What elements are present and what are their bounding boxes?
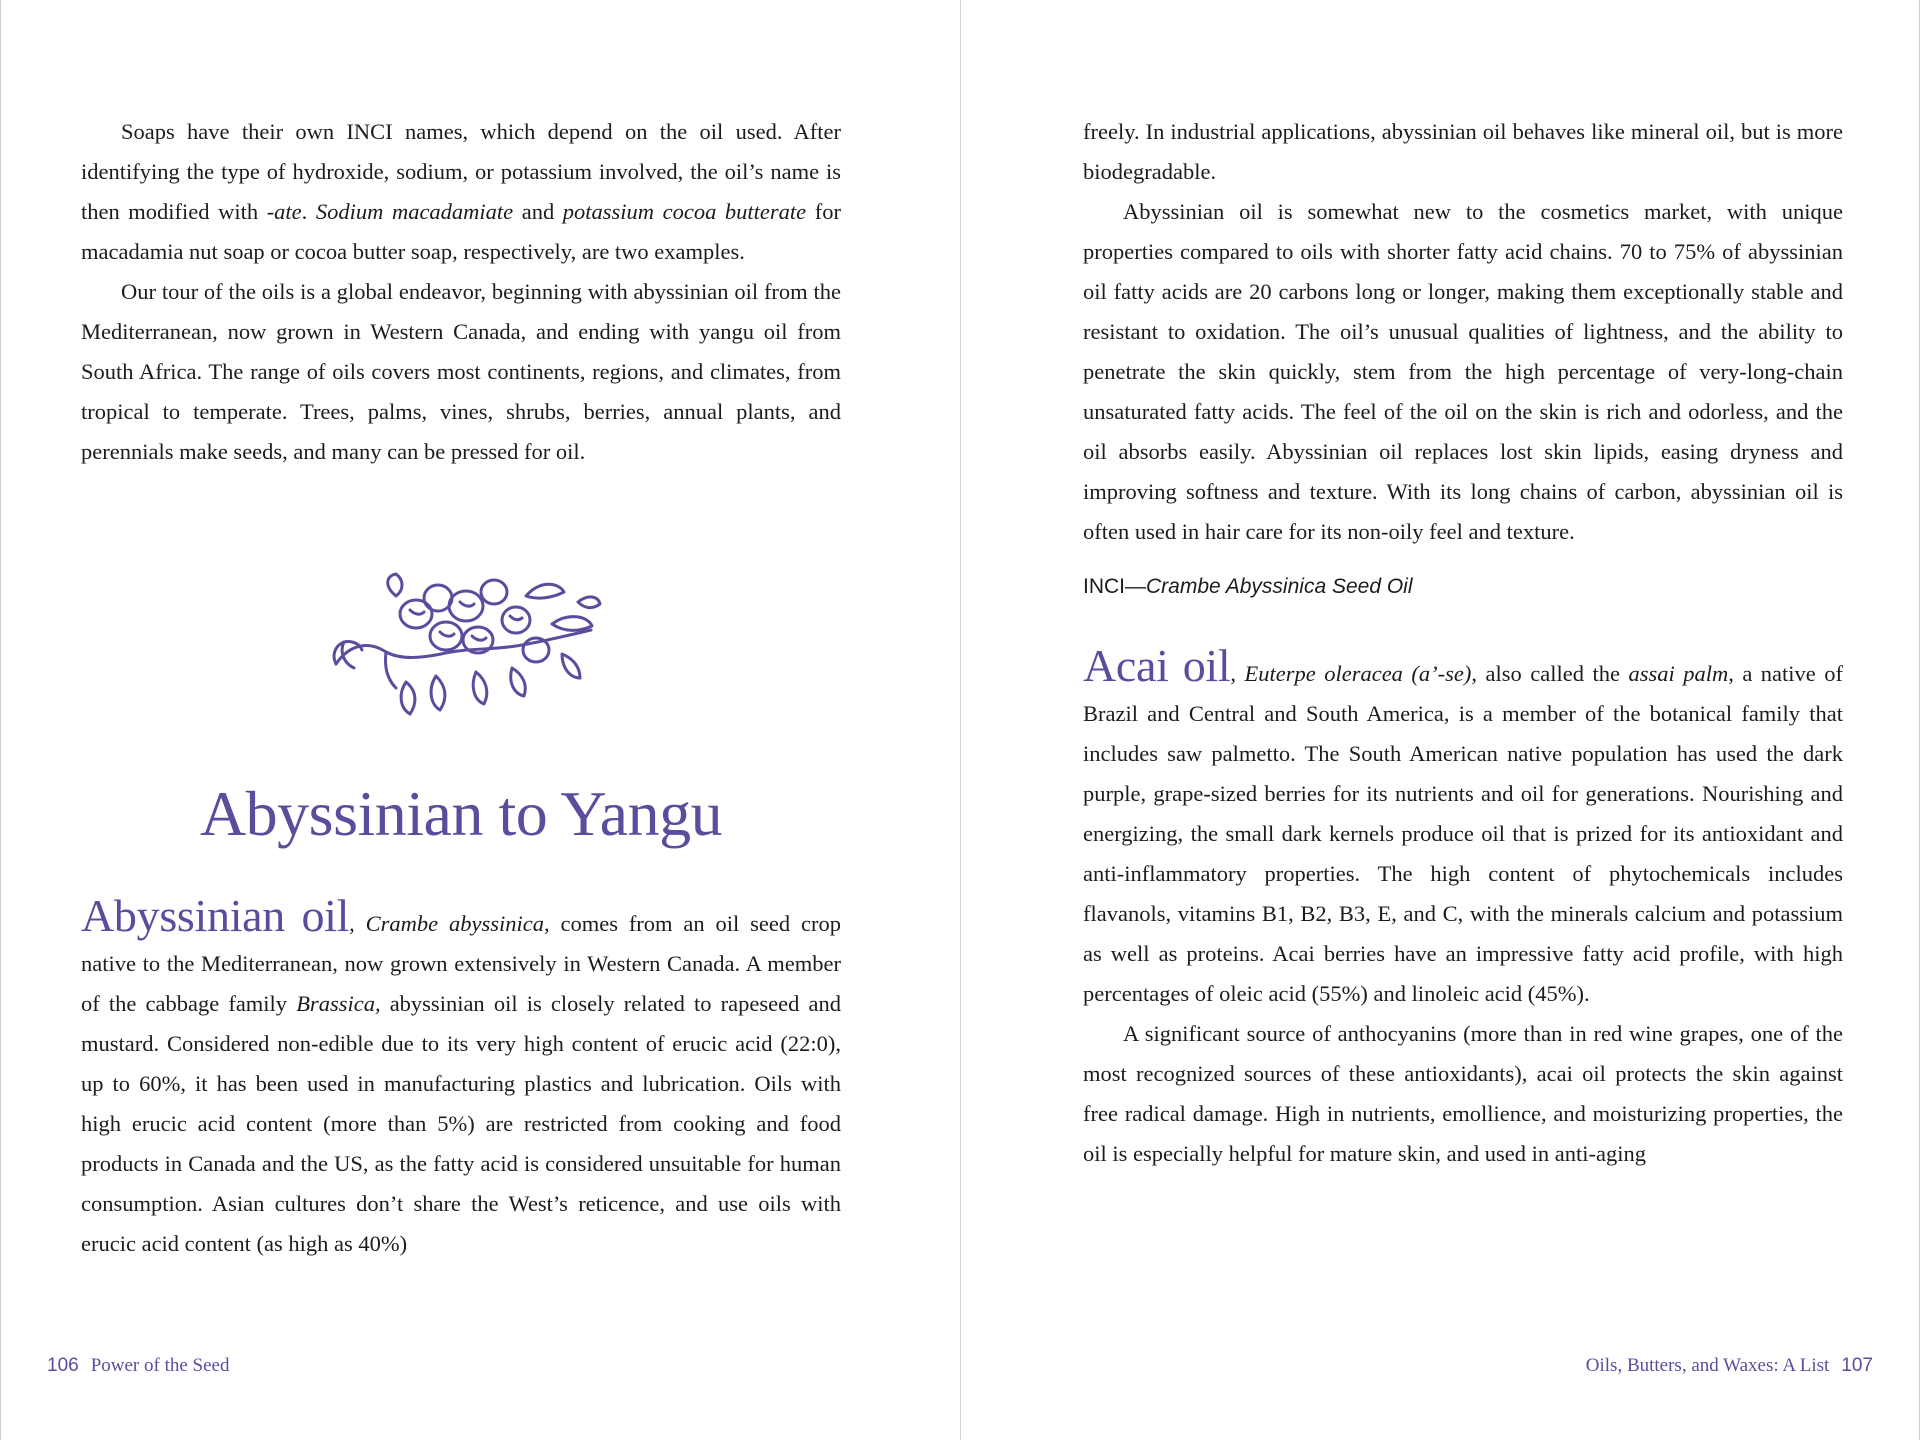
- chapter-title: Abyssinian to Yangu: [199, 778, 723, 849]
- text-run: .: [301, 199, 316, 224]
- italic-term: Sodium macadamiate: [315, 199, 514, 224]
- italic-suffix: -ate: [266, 199, 302, 224]
- text-run: ,: [1230, 661, 1245, 686]
- right-page: [960, 0, 1920, 1440]
- botanical-branch-icon: [326, 572, 606, 722]
- page-footer-right: [1586, 1353, 1885, 1379]
- text-run: , a native of Brazil and Central and South America, is a member of the botanical family that includes saw palmetto. The South American native population has used the dark purple, grape-sized berries for its nutrients and oil for generations. Nourishing and energizing, the small dark kernels produce oil that is prized for its antioxidant and anti-inflammatory properties. The high content of phytochemicals includes flavanols, vitamins B1, B2, B3, E, and C, with the minerals calcium and potassium as well as proteins. Acai berries have an impressive fatty acid profile, with high percentages of oleic acid (55%) and linoleic acid (45%).: [1083, 661, 1844, 1006]
- intro-paragraph-1: [81, 112, 841, 272]
- botanical-name: Euterpe oleracea (a’-se): [1244, 661, 1472, 686]
- intro-section: [81, 112, 841, 472]
- inci-label: INCI—: [1083, 575, 1146, 598]
- inci-name: Crambe Abyssinica Seed Oil: [1146, 575, 1413, 598]
- text-run: for macadamia nut soap or cocoa butter soap, respectively, are two examples.: [81, 199, 841, 264]
- botanical-name: Crambe abyssinica,: [365, 911, 550, 936]
- page-number: 107: [1841, 1355, 1873, 1376]
- running-title: Power of the Seed: [90, 1355, 230, 1376]
- inci-line: [1083, 572, 1843, 602]
- running-title: Oils, Butters, and Waxes: A List: [1585, 1355, 1830, 1376]
- acai-antioxidant-paragraph: A significant source of anthocyanins (more than in red wine grapes, one of the most recognized sources of these antioxidants), acai oil protects the skin against free radical damage. High in nutrients, emollience, and moisturizing properties, the oil is especially helpful for mature skin, and used in anti-aging: [1083, 1021, 1843, 1166]
- page-number: 106: [47, 1355, 79, 1376]
- text-run: Soaps have their own INCI names, which depend on the oil used. After identifying the type of hydroxide, sodium, or potassium involved, the oil’s name is then modified with: [81, 119, 841, 224]
- text-run: and: [513, 199, 563, 224]
- text-run: , also called the: [1471, 661, 1629, 686]
- italic-term: potassium cocoa butterate: [562, 199, 807, 224]
- page-footer-left: [35, 1353, 229, 1379]
- right-column: [1083, 112, 1843, 1174]
- text-run: ,: [349, 911, 366, 936]
- abyssinian-entry: [81, 890, 841, 1264]
- abyssinian-cosmetics-paragraph: Abyssinian oil is somewhat new to the cosmetics market, with unique properties compared to oils with shorter fatty acid chains. 70 to 75% of abyssinian oil fatty acids are 20 carbons long or longer, making them exceptionally stable and resistant to oxidation. The oil’s unusual qualities of lightness, and the ability to penetrate the skin quickly, stem from the high percentage of very-long-chain unsaturated fatty acids. The feel of the oil on the skin is rich and odorless, and the oil absorbs easily. Abyssinian oil replaces lost skin lipids, easing dryness and improving softness and texture. With its long chains of carbon, abyssinian oil is often used in hair care for its non-oily feel and texture.: [1083, 199, 1843, 544]
- entry-heading-acai: Acai oil: [1083, 640, 1231, 691]
- text-run: comes from an oil seed crop native to the Mediterranean, now grown extensively in Western Canada. A member of the cabbage family: [81, 911, 841, 1016]
- intro-paragraph-2: Our tour of the oils is a global endeavor, beginning with abyssinian oil from the Mediterranean, now grown in Western Canada, and ending with yangu oil from South Africa. The range of oils covers most continents, regions, and climates, from tropical to temperate. Trees, palms, vines, shrubs, berries, annual plants, and perennials make seeds, and many can be pressed for oil.: [81, 279, 841, 464]
- text-run: abyssinian oil is closely related to rapeseed and mustard. Considered non-edible due to its very high content of erucic acid (22:0), up to 60%, it has been used in manufacturing plastics and lubrication. Oils with high erucic acid content (more than 5%) are restricted from cooking and food products in Canada and the US, as the fatty acid is considered unsuitable for human consumption. Asian cultures don’t share the West’s reticence, and use oils with erucic acid content (as high as 40%): [81, 991, 841, 1256]
- common-name: assai palm: [1628, 661, 1729, 686]
- family-name: Brassica,: [296, 991, 381, 1016]
- entry-heading-abyssinian: Abyssinian oil: [81, 890, 350, 941]
- continued-paragraph: freely. In industrial applications, abyssinian oil behaves like mineral oil, but is more biodegradable.: [1083, 119, 1843, 184]
- acai-paragraph: [1083, 640, 1844, 1014]
- abyssinian-paragraph: [81, 890, 841, 1264]
